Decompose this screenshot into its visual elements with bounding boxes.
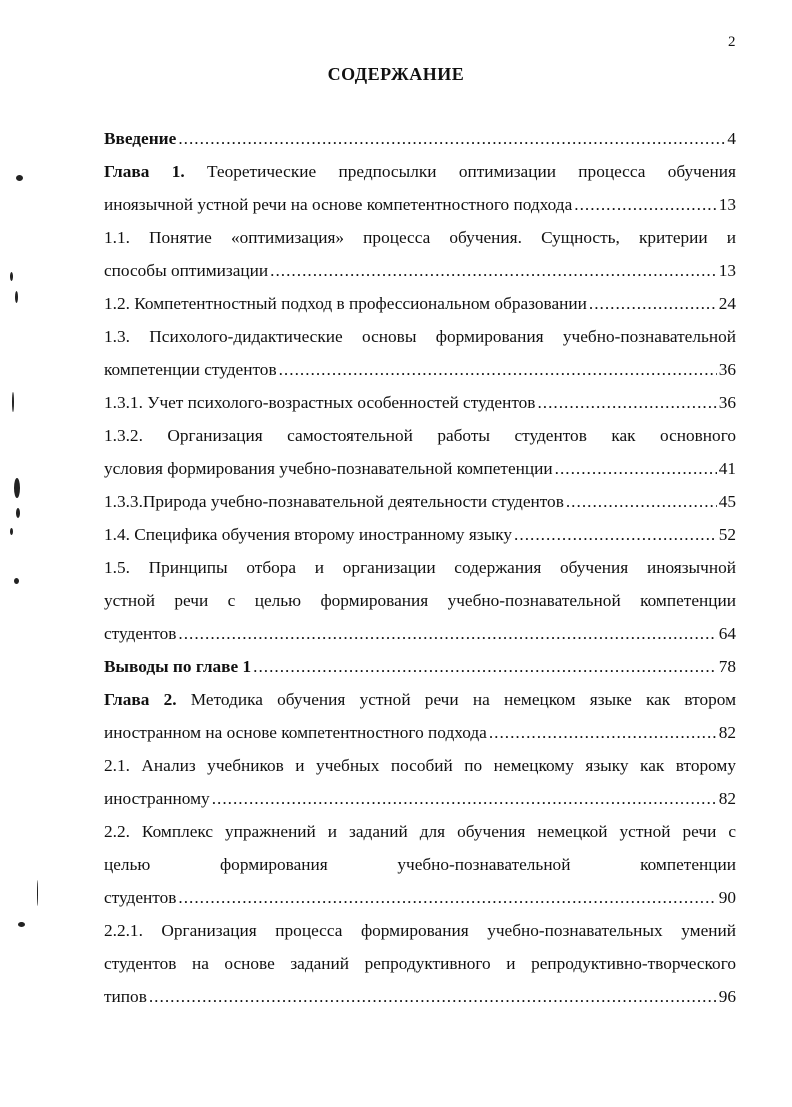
scan-mark bbox=[16, 175, 23, 181]
toc-text: способы оптимизации bbox=[104, 261, 269, 280]
scan-mark bbox=[16, 508, 20, 518]
toc-entry-1-5-end[interactable] bbox=[104, 617, 736, 650]
toc-page: 82 bbox=[718, 789, 736, 808]
toc-text: 1.3.3.Природа учебно-познавательной деятельности студентов bbox=[104, 492, 564, 511]
toc-page: 13 bbox=[718, 195, 736, 214]
toc-page: 41 bbox=[718, 459, 736, 478]
toc-entry-2-1[interactable] bbox=[104, 749, 736, 782]
toc-entry-2-2-1-end[interactable] bbox=[104, 980, 736, 1013]
toc-entry-2-1-cont[interactable] bbox=[104, 782, 736, 815]
toc-text: иностранном на основе компетентностного подхода bbox=[104, 723, 487, 742]
toc-text: 1.3.1. Учет психолого-возрастных особенностей студентов bbox=[104, 393, 536, 412]
toc-text: 2.2. Комплекс упражнений и заданий для обучения немецкой устной речи с bbox=[104, 822, 736, 841]
toc-entry-1-1[interactable] bbox=[104, 221, 736, 254]
toc-text: 1.1. Понятие «оптимизация» процесса обучения. Сущность, критерии и bbox=[104, 228, 736, 247]
toc-entry-1-3[interactable] bbox=[104, 320, 736, 353]
toc-text: 2.1. Анализ учебников и учебных пособий по немецкому языку как второму bbox=[104, 756, 736, 775]
toc-entry-1-5-cont[interactable] bbox=[104, 584, 736, 617]
toc-label: Выводы по главе 1 bbox=[104, 657, 252, 676]
toc-text: 1.4. Специфика обучения второму иностранному языку bbox=[104, 525, 513, 544]
toc-entry-1-1-cont[interactable] bbox=[104, 254, 736, 287]
scan-mark bbox=[12, 392, 14, 412]
toc-entry-1-3-3[interactable] bbox=[104, 485, 736, 518]
toc-entry-2-2-cont[interactable] bbox=[104, 848, 736, 881]
toc-entry-1-3-2[interactable] bbox=[104, 419, 736, 452]
toc-text: 1.5. Принципы отбора и организации содержания обучения иноязычной bbox=[104, 558, 736, 577]
toc-page: 45 bbox=[718, 492, 736, 511]
toc-page: 36 bbox=[718, 360, 736, 379]
toc-entry-conclusions-1[interactable] bbox=[104, 650, 736, 683]
toc-text: 1.2. Компетентностный подход в профессиональном образовании bbox=[104, 294, 587, 313]
toc-entry-2-2-1[interactable] bbox=[104, 914, 736, 947]
toc-text: иноязычной устной речи на основе компетентностного подхода bbox=[104, 195, 573, 214]
toc-entry-chapter-2[interactable] bbox=[104, 683, 736, 716]
table-of-contents bbox=[104, 122, 736, 1013]
toc-label: Глава 2. bbox=[104, 690, 177, 709]
toc-entry-1-3-cont[interactable] bbox=[104, 353, 736, 386]
toc-entry-chapter-2-cont[interactable] bbox=[104, 716, 736, 749]
toc-page: 64 bbox=[718, 624, 736, 643]
toc-text: устной речи с целью формирования учебно-познавательной компетенции bbox=[104, 591, 736, 610]
toc-text: 1.3.2. Организация самостоятельной работы студентов как основного bbox=[104, 426, 736, 445]
toc-text: иностранному bbox=[104, 789, 210, 808]
toc-page: 82 bbox=[718, 723, 736, 742]
toc-entry-1-5[interactable] bbox=[104, 551, 736, 584]
toc-page: 78 bbox=[718, 657, 736, 676]
toc-text: студентов bbox=[104, 624, 177, 643]
page-title: СОДЕРЖАНИЕ bbox=[327, 64, 465, 84]
toc-page: 4 bbox=[727, 129, 736, 148]
toc-page: 36 bbox=[718, 393, 736, 412]
toc-entry-2-2[interactable] bbox=[104, 815, 736, 848]
toc-text: Методика обучения устной речи на немецком языке как втором bbox=[190, 690, 736, 709]
toc-text: 2.2.1. Организация процесса формирования учебно-познавательных умений bbox=[104, 921, 736, 940]
scan-mark bbox=[14, 478, 20, 498]
toc-entry-1-4[interactable] bbox=[104, 518, 736, 551]
toc-entry-intro[interactable] bbox=[104, 122, 736, 155]
toc-entry-chapter-1-cont[interactable] bbox=[104, 188, 736, 221]
toc-entry-1-2[interactable] bbox=[104, 287, 736, 320]
toc-entry-1-3-2-cont[interactable] bbox=[104, 452, 736, 485]
scan-mark bbox=[37, 880, 38, 906]
toc-page: 96 bbox=[718, 987, 736, 1006]
toc-entry-2-2-end[interactable] bbox=[104, 881, 736, 914]
scan-mark bbox=[15, 291, 18, 303]
page-number: 2 bbox=[728, 34, 736, 50]
toc-text: студентов bbox=[104, 888, 177, 907]
toc-text: компетенции студентов bbox=[104, 360, 277, 379]
toc-text: условия формирования учебно-познавательной компетенции bbox=[104, 459, 553, 478]
toc-page: 24 bbox=[718, 294, 736, 313]
scan-mark bbox=[18, 922, 25, 927]
toc-text: Теоретические предпосылки оптимизации процесса обучения bbox=[207, 162, 736, 181]
toc-entry-1-3-1[interactable] bbox=[104, 386, 736, 419]
toc-entry-2-2-1-cont[interactable] bbox=[104, 947, 736, 980]
toc-text: 1.3. Психолого-дидактические основы формирования учебно-познавательной bbox=[104, 327, 736, 346]
toc-page: 90 bbox=[718, 888, 736, 907]
scan-mark bbox=[14, 578, 19, 584]
toc-page: 13 bbox=[718, 261, 736, 280]
toc-entry-chapter-1[interactable] bbox=[104, 155, 736, 188]
scan-mark bbox=[10, 528, 13, 535]
toc-text: студентов на основе заданий репродуктивного и репродуктивно-творческого bbox=[104, 954, 736, 973]
toc-text: целью формирования учебно-познавательной компетенции bbox=[104, 855, 736, 874]
toc-label: Глава 1. bbox=[104, 162, 185, 181]
scan-mark bbox=[10, 272, 13, 281]
toc-page: 52 bbox=[718, 525, 736, 544]
toc-label: Введение bbox=[104, 129, 177, 148]
toc-text: типов bbox=[104, 987, 147, 1006]
